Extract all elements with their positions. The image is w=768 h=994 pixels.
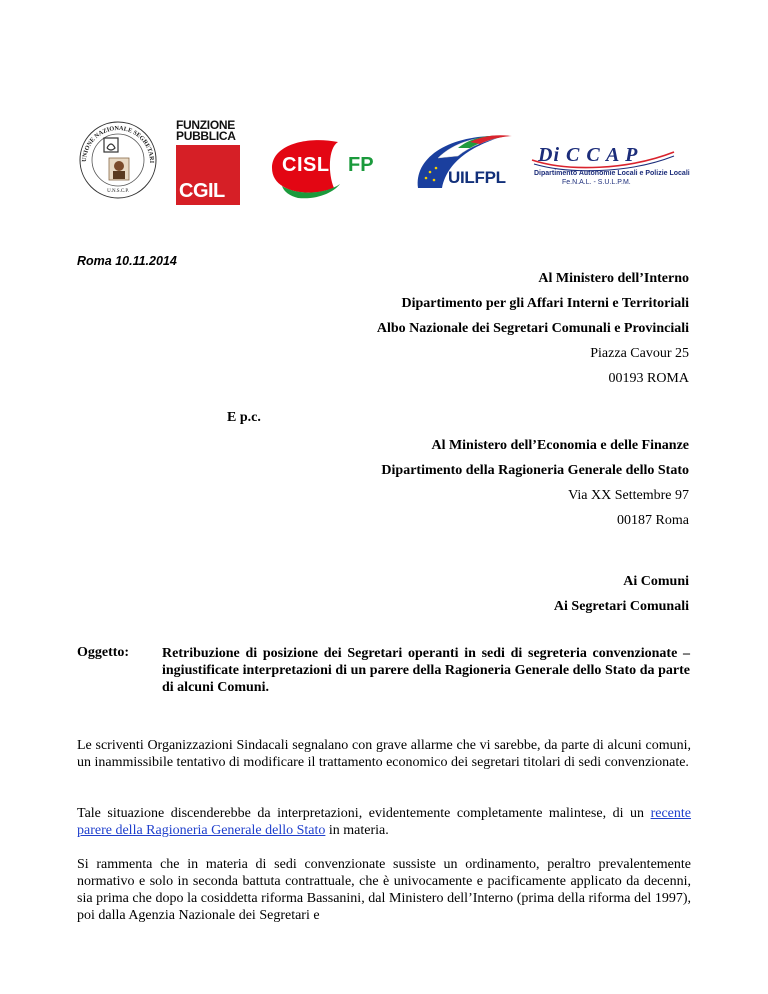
uilfpl-logo <box>408 128 524 200</box>
cisl-fp-logo <box>268 134 386 200</box>
diccap-subtitle-2: Fe.N.A.L. - S.U.L.P.M. <box>562 179 631 186</box>
recipient-block-comuni <box>554 569 689 619</box>
subject-text: Retribuzione di posizione dei Segretari operanti in sedi di segreteria convenzionate – ingiustificate interpretazioni di un parere della Ragioneria Generale dello Stato da parte di alcuni Comuni. <box>162 646 690 695</box>
recipient-line: Ai Comuni <box>623 574 689 589</box>
paragraph-text: Tale situazione discenderebbe da interpretazioni, evidentemente completamente malintese, di un <box>77 806 651 821</box>
unscp-logo <box>76 110 160 212</box>
recipient-block-economy <box>381 433 689 533</box>
body-paragraph-1: Le scriventi Organizzazioni Sindacali segnalano con grave allarme che vi sarebbe, da parte di alcuni comuni, un inammissibile tentativo di modificare il trattamento economico dei segretari titolari di sedi convenzionate. <box>77 738 691 770</box>
diccap-logo <box>528 144 690 190</box>
fp-line2: PUBBLICA <box>176 129 236 143</box>
cgil-red-block <box>176 145 240 205</box>
recipient-line: Al Ministero dell’Interno <box>538 271 689 286</box>
recipient-line: Dipartimento per gli Affari Interni e Territoriali <box>401 296 689 311</box>
rgs-opinion-link[interactable]: recente parere della Ragioneria Generale dello Stato <box>77 806 691 838</box>
body-paragraph-2 <box>77 805 691 839</box>
unscp-seal-icon <box>76 110 160 212</box>
recipient-line: Dipartimento della Ragioneria Generale dello Stato <box>381 463 689 478</box>
letter-date: Roma 10.11.2014 <box>77 254 177 268</box>
cisl-text: CISL <box>282 154 330 176</box>
recipient-line: Al Ministero dell’Economia e delle Finanze <box>431 438 689 453</box>
recipient-line: 00187 Roma <box>617 513 689 528</box>
svg-text:UNIONE NAZIONALE SEGRETARI COM: UNIONE NAZIONALE SEGRETARI <box>80 124 156 164</box>
body-paragraph-3: Si rammenta che in materia di sedi convenzionate sussiste un ordinamento, peraltro prevalentemente normativo e solo in seconda battuta contrattuale, che è univocamente e pacificamente applicato da decenni, sia prima che dopo la cosiddetta riforma Bassanini, dal Ministero dell’Interno (prima della riforma del 1997), poi dalla Agenzia Nazionale dei Segretari e <box>77 857 691 923</box>
logo-bar <box>0 108 768 218</box>
diccap-text: Di C C A P <box>538 144 639 166</box>
svg-text:U.N.S.C.P.: U.N.S.C.P. <box>107 189 129 194</box>
fp-line1: FUNZIONE <box>176 118 235 132</box>
cgil-text: CGIL <box>179 180 225 202</box>
per-conoscenza-label: E p.c. <box>227 410 261 425</box>
uilfpl-text: UILFPL <box>448 168 506 187</box>
uil-flag-swoosh-icon <box>408 128 524 200</box>
subject-label: Oggetto: <box>77 645 130 660</box>
recipient-block-interior <box>377 266 689 391</box>
recipient-line: Ai Segretari Comunali <box>553 599 689 614</box>
recipient-line: Albo Nazionale dei Segretari Comunali e Provinciali <box>376 321 689 336</box>
paragraph-text: in materia. <box>325 823 389 838</box>
cisl-fp-text: FP <box>348 154 374 176</box>
funzione-pubblica-cgil-logo <box>176 120 242 208</box>
recipient-line: Via XX Settembre 97 <box>568 488 689 503</box>
recipient-line: 00193 ROMA <box>608 371 689 386</box>
diccap-subtitle: Dipartimento Autonomie Locali e Polizie Locali <box>534 170 690 177</box>
recipient-line: Piazza Cavour 25 <box>590 346 689 361</box>
